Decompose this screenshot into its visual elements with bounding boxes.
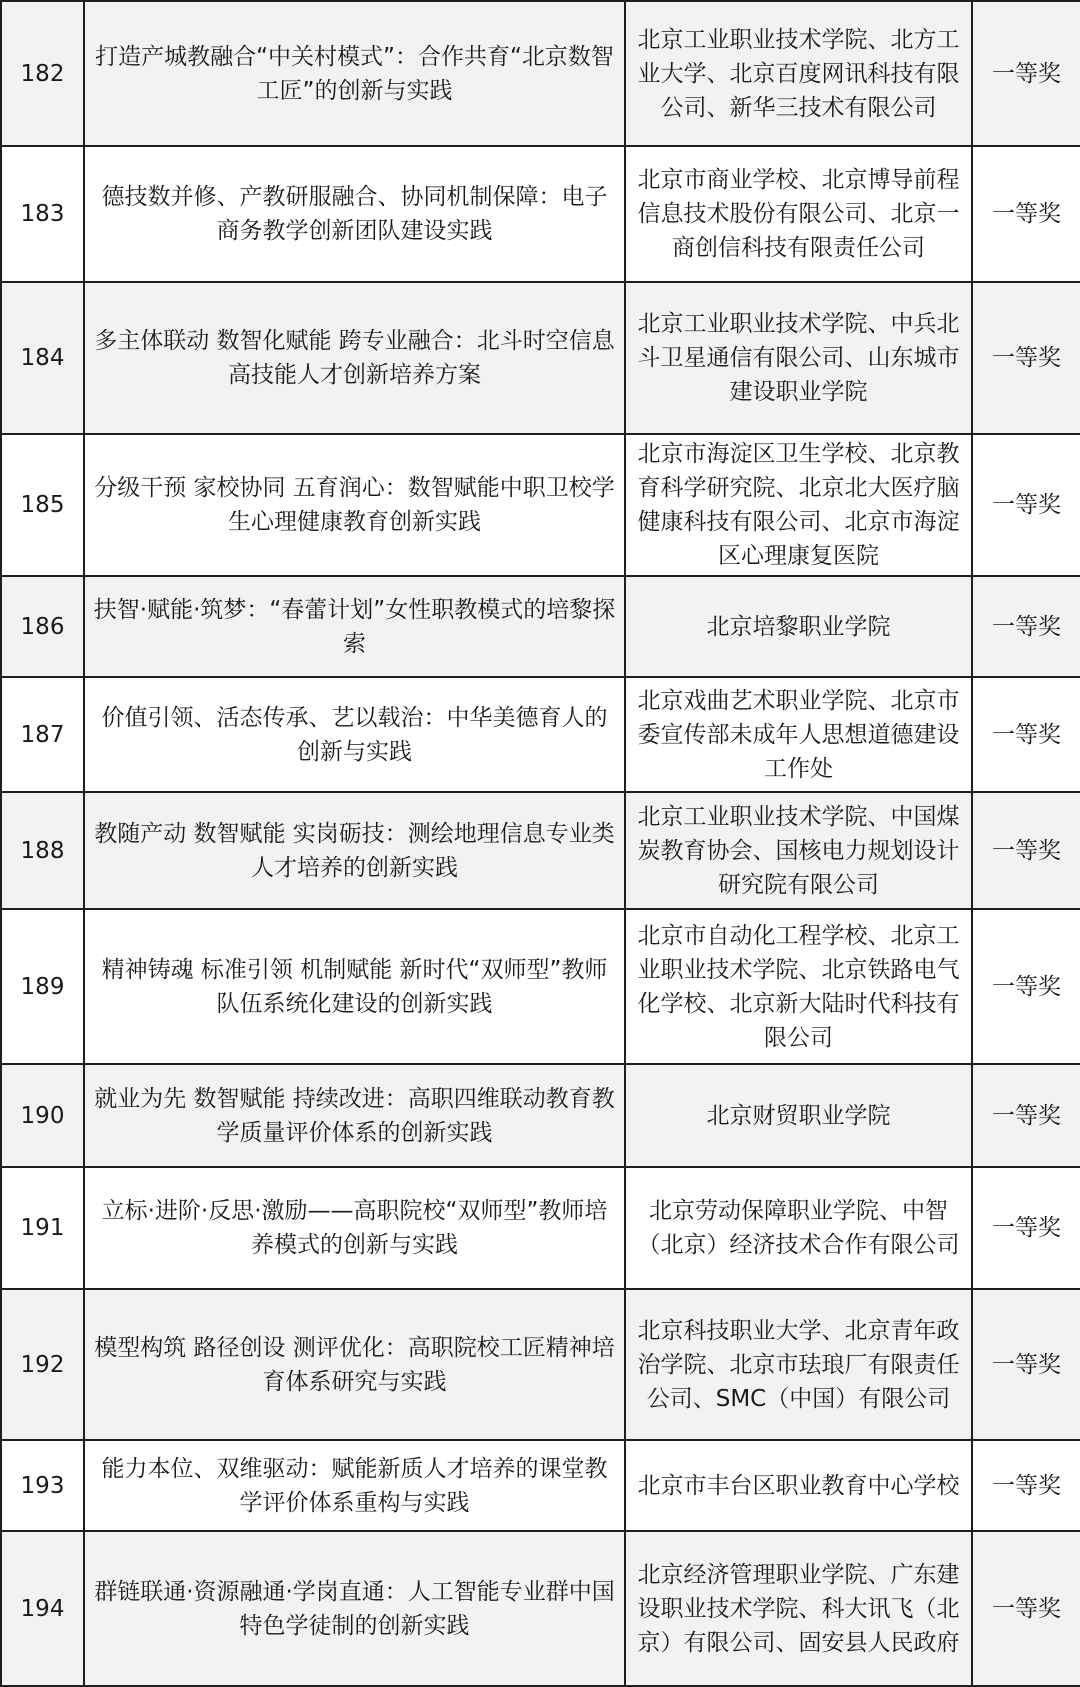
row-number: 191 bbox=[1, 1167, 84, 1289]
organizations: 北京戏曲艺术职业学院、北京市委宣传部未成年人思想道德建设工作处 bbox=[625, 677, 972, 792]
row-number: 194 bbox=[1, 1531, 84, 1686]
organizations: 北京市海淀区卫生学校、北京教育科学研究院、北京北大医疗脑健康科技有限公司、北京市海淀区心理康复医院 bbox=[625, 434, 972, 576]
organizations: 北京工业职业技术学院、中国煤炭教育协会、国核电力规划设计研究院有限公司 bbox=[625, 792, 972, 909]
award-level: 一等奖 bbox=[972, 1167, 1080, 1289]
table-row bbox=[1, 146, 1080, 282]
table-row bbox=[1, 576, 1080, 677]
organizations: 北京市自动化工程学校、北京工业职业技术学院、北京铁路电气化学校、北京新大陆时代科技有限公司 bbox=[625, 909, 972, 1064]
organizations: 北京劳动保障职业学院、中智（北京）经济技术合作有限公司 bbox=[625, 1167, 972, 1289]
table-row bbox=[1, 282, 1080, 434]
table-row bbox=[1, 434, 1080, 576]
row-number: 184 bbox=[1, 282, 84, 434]
award-level: 一等奖 bbox=[972, 1, 1080, 146]
row-number: 193 bbox=[1, 1440, 84, 1531]
project-title: 精神铸魂 标准引领 机制赋能 新时代“双师型”教师队伍系统化建设的创新实践 bbox=[84, 909, 625, 1064]
project-title: 群链联通·资源融通·学岗直通：人工智能专业群中国特色学徒制的创新实践 bbox=[84, 1531, 625, 1686]
organizations: 北京科技职业大学、北京青年政治学院、北京市珐琅厂有限责任公司、SMC（中国）有限公司 bbox=[625, 1289, 972, 1440]
organizations: 北京工业职业技术学院、北方工业大学、北京百度网讯科技有限公司、新华三技术有限公司 bbox=[625, 1, 972, 146]
table-row bbox=[1, 909, 1080, 1064]
row-number: 187 bbox=[1, 677, 84, 792]
project-title: 就业为先 数智赋能 持续改进：高职四维联动教育教学质量评价体系的创新实践 bbox=[84, 1064, 625, 1167]
project-title: 教随产动 数智赋能 实岗砺技：测绘地理信息专业类人才培养的创新实践 bbox=[84, 792, 625, 909]
row-number: 183 bbox=[1, 146, 84, 282]
table-row bbox=[1, 1167, 1080, 1289]
award-level: 一等奖 bbox=[972, 1289, 1080, 1440]
organizations: 北京市商业学校、北京博导前程信息技术股份有限公司、北京一商创信科技有限责任公司 bbox=[625, 146, 972, 282]
row-number: 182 bbox=[1, 1, 84, 146]
award-level: 一等奖 bbox=[972, 434, 1080, 576]
row-number: 189 bbox=[1, 909, 84, 1064]
row-number: 192 bbox=[1, 1289, 84, 1440]
project-title: 价值引领、活态传承、艺以载治：中华美德育人的创新与实践 bbox=[84, 677, 625, 792]
award-level: 一等奖 bbox=[972, 282, 1080, 434]
organizations: 北京市丰台区职业教育中心学校 bbox=[625, 1440, 972, 1531]
award-level: 一等奖 bbox=[972, 792, 1080, 909]
award-level: 一等奖 bbox=[972, 909, 1080, 1064]
table-row bbox=[1, 792, 1080, 909]
award-level: 一等奖 bbox=[972, 1531, 1080, 1686]
row-number: 190 bbox=[1, 1064, 84, 1167]
table-row bbox=[1, 1440, 1080, 1531]
project-title: 能力本位、双维驱动：赋能新质人才培养的课堂教学评价体系重构与实践 bbox=[84, 1440, 625, 1531]
organizations: 北京财贸职业学院 bbox=[625, 1064, 972, 1167]
project-title: 模型构筑 路径创设 测评优化：高职院校工匠精神培育体系研究与实践 bbox=[84, 1289, 625, 1440]
project-title: 扶智·赋能·筑梦：“春蕾计划”女性职教模式的培黎探索 bbox=[84, 576, 625, 677]
organizations: 北京培黎职业学院 bbox=[625, 576, 972, 677]
table-row bbox=[1, 1, 1080, 146]
project-title: 分级干预 家校协同 五育润心：数智赋能中职卫校学生心理健康教育创新实践 bbox=[84, 434, 625, 576]
project-title: 打造产城教融合“中关村模式”：合作共育“北京数智工匠”的创新与实践 bbox=[84, 1, 625, 146]
row-number: 186 bbox=[1, 576, 84, 677]
award-level: 一等奖 bbox=[972, 146, 1080, 282]
table-row bbox=[1, 1289, 1080, 1440]
project-title: 德技数并修、产教研服融合、协同机制保障：电子商务教学创新团队建设实践 bbox=[84, 146, 625, 282]
award-level: 一等奖 bbox=[972, 1064, 1080, 1167]
project-title: 多主体联动 数智化赋能 跨专业融合：北斗时空信息高技能人才创新培养方案 bbox=[84, 282, 625, 434]
award-level: 一等奖 bbox=[972, 576, 1080, 677]
table-row bbox=[1, 1064, 1080, 1167]
award-level: 一等奖 bbox=[972, 677, 1080, 792]
table-row bbox=[1, 1531, 1080, 1686]
organizations: 北京工业职业技术学院、中兵北斗卫星通信有限公司、山东城市建设职业学院 bbox=[625, 282, 972, 434]
organizations: 北京经济管理职业学院、广东建设职业技术学院、科大讯飞（北京）有限公司、固安县人民政府 bbox=[625, 1531, 972, 1686]
award-level: 一等奖 bbox=[972, 1440, 1080, 1531]
row-number: 188 bbox=[1, 792, 84, 909]
table-row bbox=[1, 677, 1080, 792]
project-title: 立标·进阶·反思·激励——高职院校“双师型”教师培养模式的创新与实践 bbox=[84, 1167, 625, 1289]
row-number: 185 bbox=[1, 434, 84, 576]
